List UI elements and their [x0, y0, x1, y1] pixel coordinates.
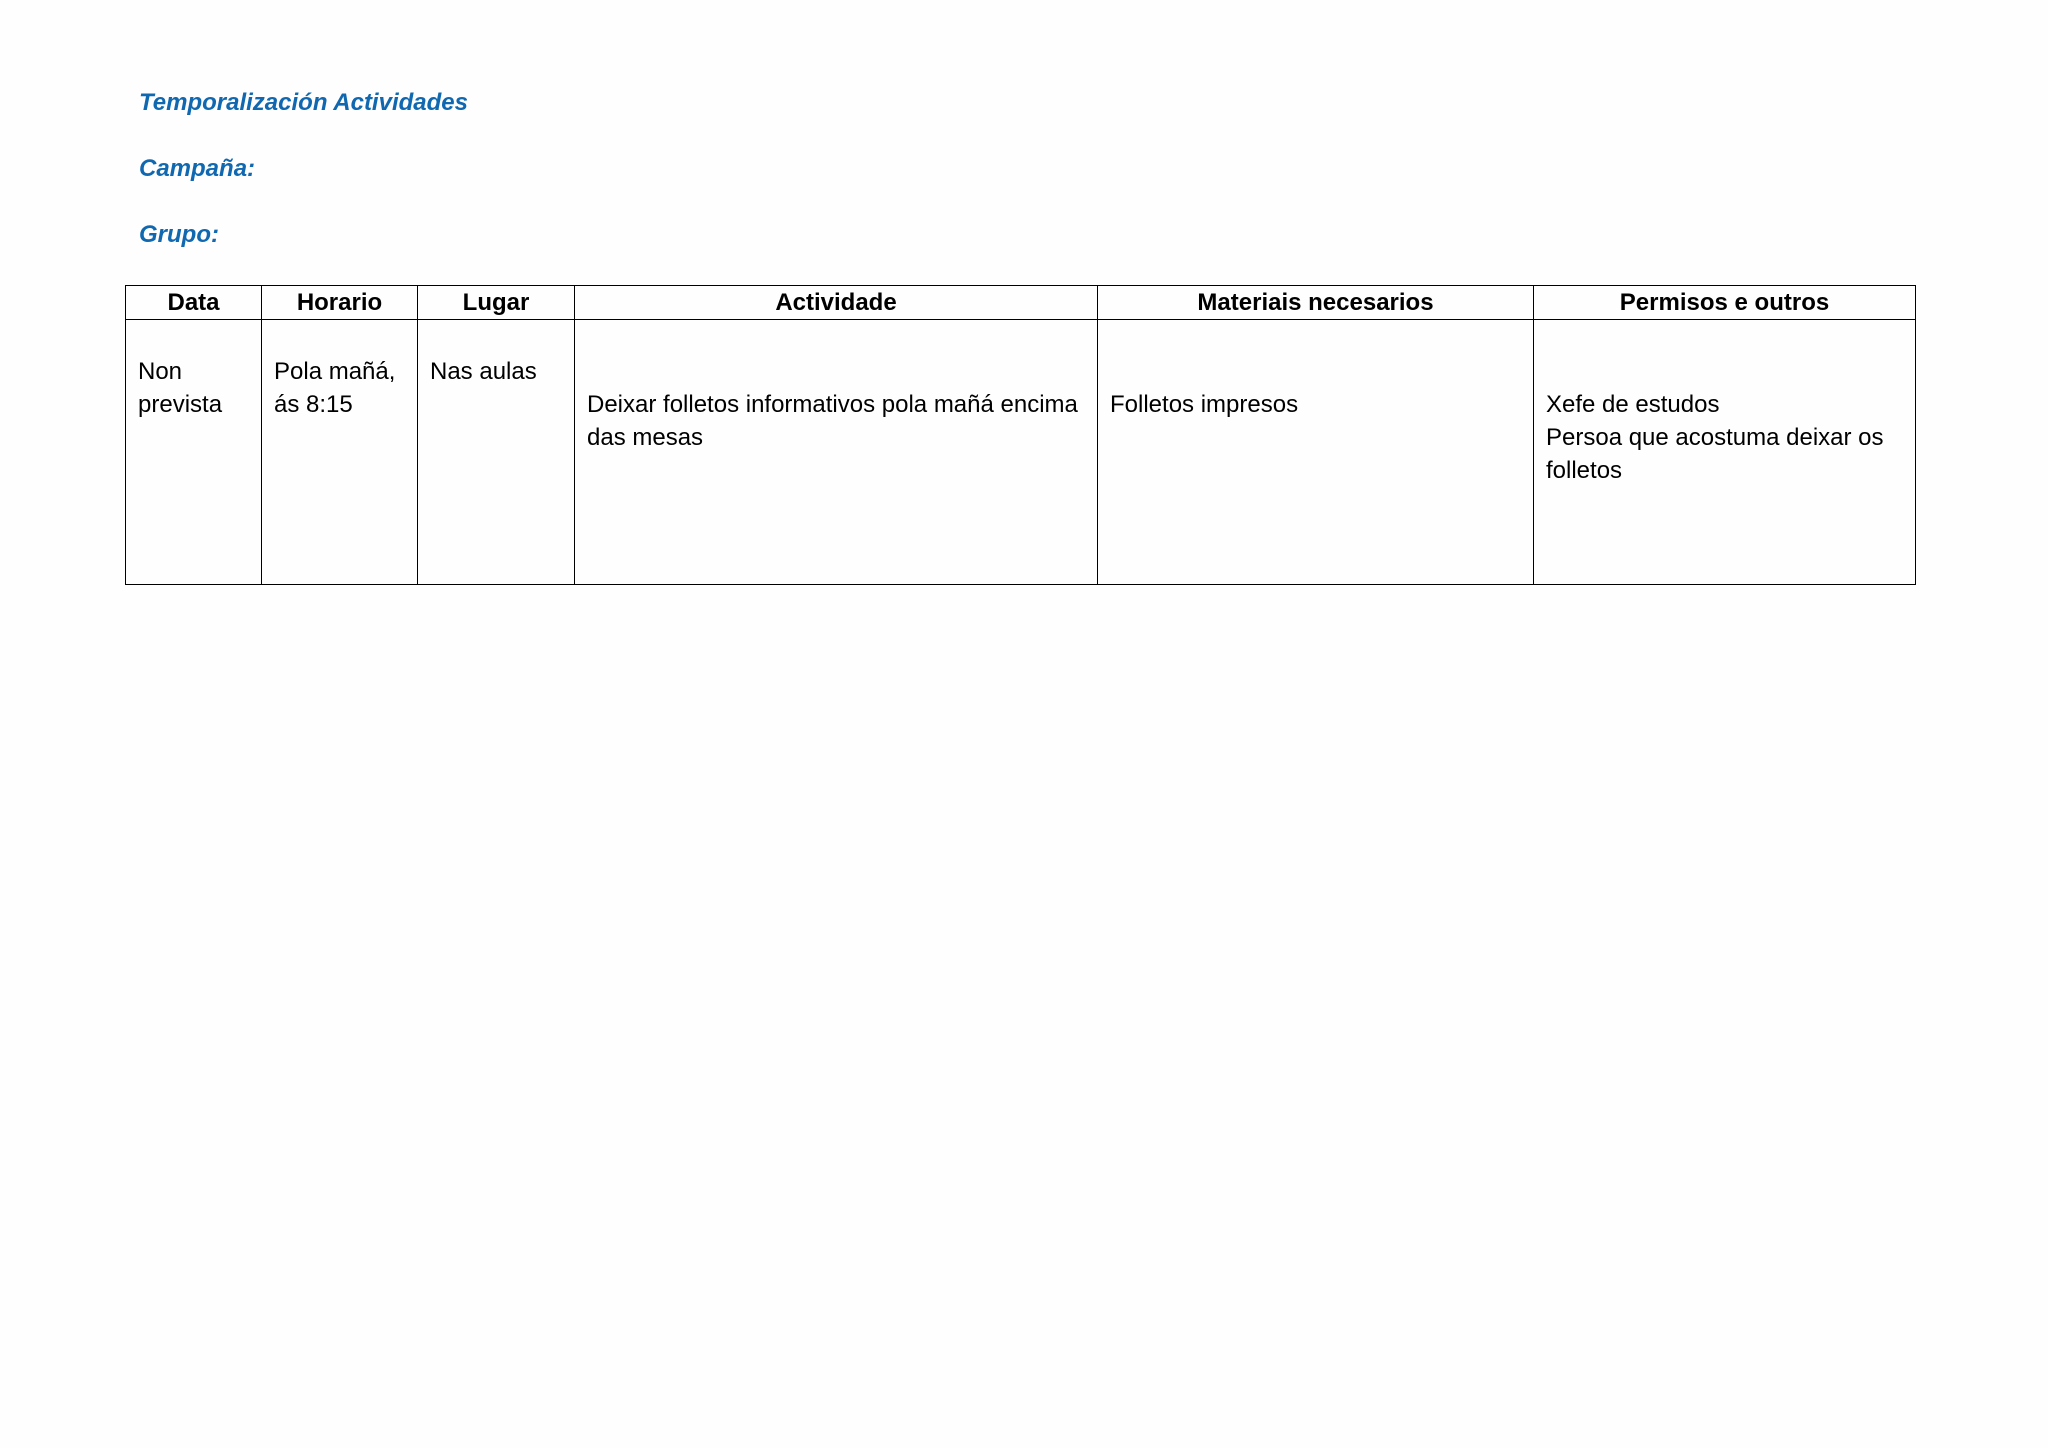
- table-row: [126, 320, 1916, 585]
- cell-actividade-text: Deixar folletos informativos pola mañá encima das mesas: [587, 391, 1078, 451]
- cell-data-text: Non prevista: [138, 358, 223, 418]
- cell-lugar-text: Nas aulas: [430, 358, 537, 385]
- column-header-permisos: Permisos e outros: [1534, 286, 1916, 320]
- column-header-materiais: Materiais necesarios: [1098, 286, 1534, 320]
- cell-permisos-line-1: Xefe de estudos: [1546, 391, 1720, 418]
- cell-data: [126, 320, 262, 585]
- column-header-data: Data: [126, 286, 262, 320]
- cell-horario: [262, 320, 418, 585]
- cell-permisos-line-2: Persoa que acostuma deixar os folletos: [1546, 424, 1884, 484]
- column-header-lugar: Lugar: [418, 286, 575, 320]
- table-header-row: [126, 286, 1916, 320]
- cell-materiais-text: Folletos impresos: [1110, 391, 1299, 418]
- column-header-actividade: Actividade: [575, 286, 1098, 320]
- activities-table: [125, 285, 1916, 585]
- column-header-horario: Horario: [262, 286, 418, 320]
- cell-permisos: [1534, 320, 1916, 585]
- group-label: Grupo:: [139, 221, 219, 248]
- cell-horario-text: Pola mañá, ás 8:15: [274, 358, 396, 418]
- document-title: Temporalización Actividades: [139, 89, 468, 116]
- campaign-label: Campaña:: [139, 155, 256, 182]
- cell-materiais: [1098, 320, 1534, 585]
- cell-lugar: [418, 320, 575, 585]
- cell-actividade: [575, 320, 1098, 585]
